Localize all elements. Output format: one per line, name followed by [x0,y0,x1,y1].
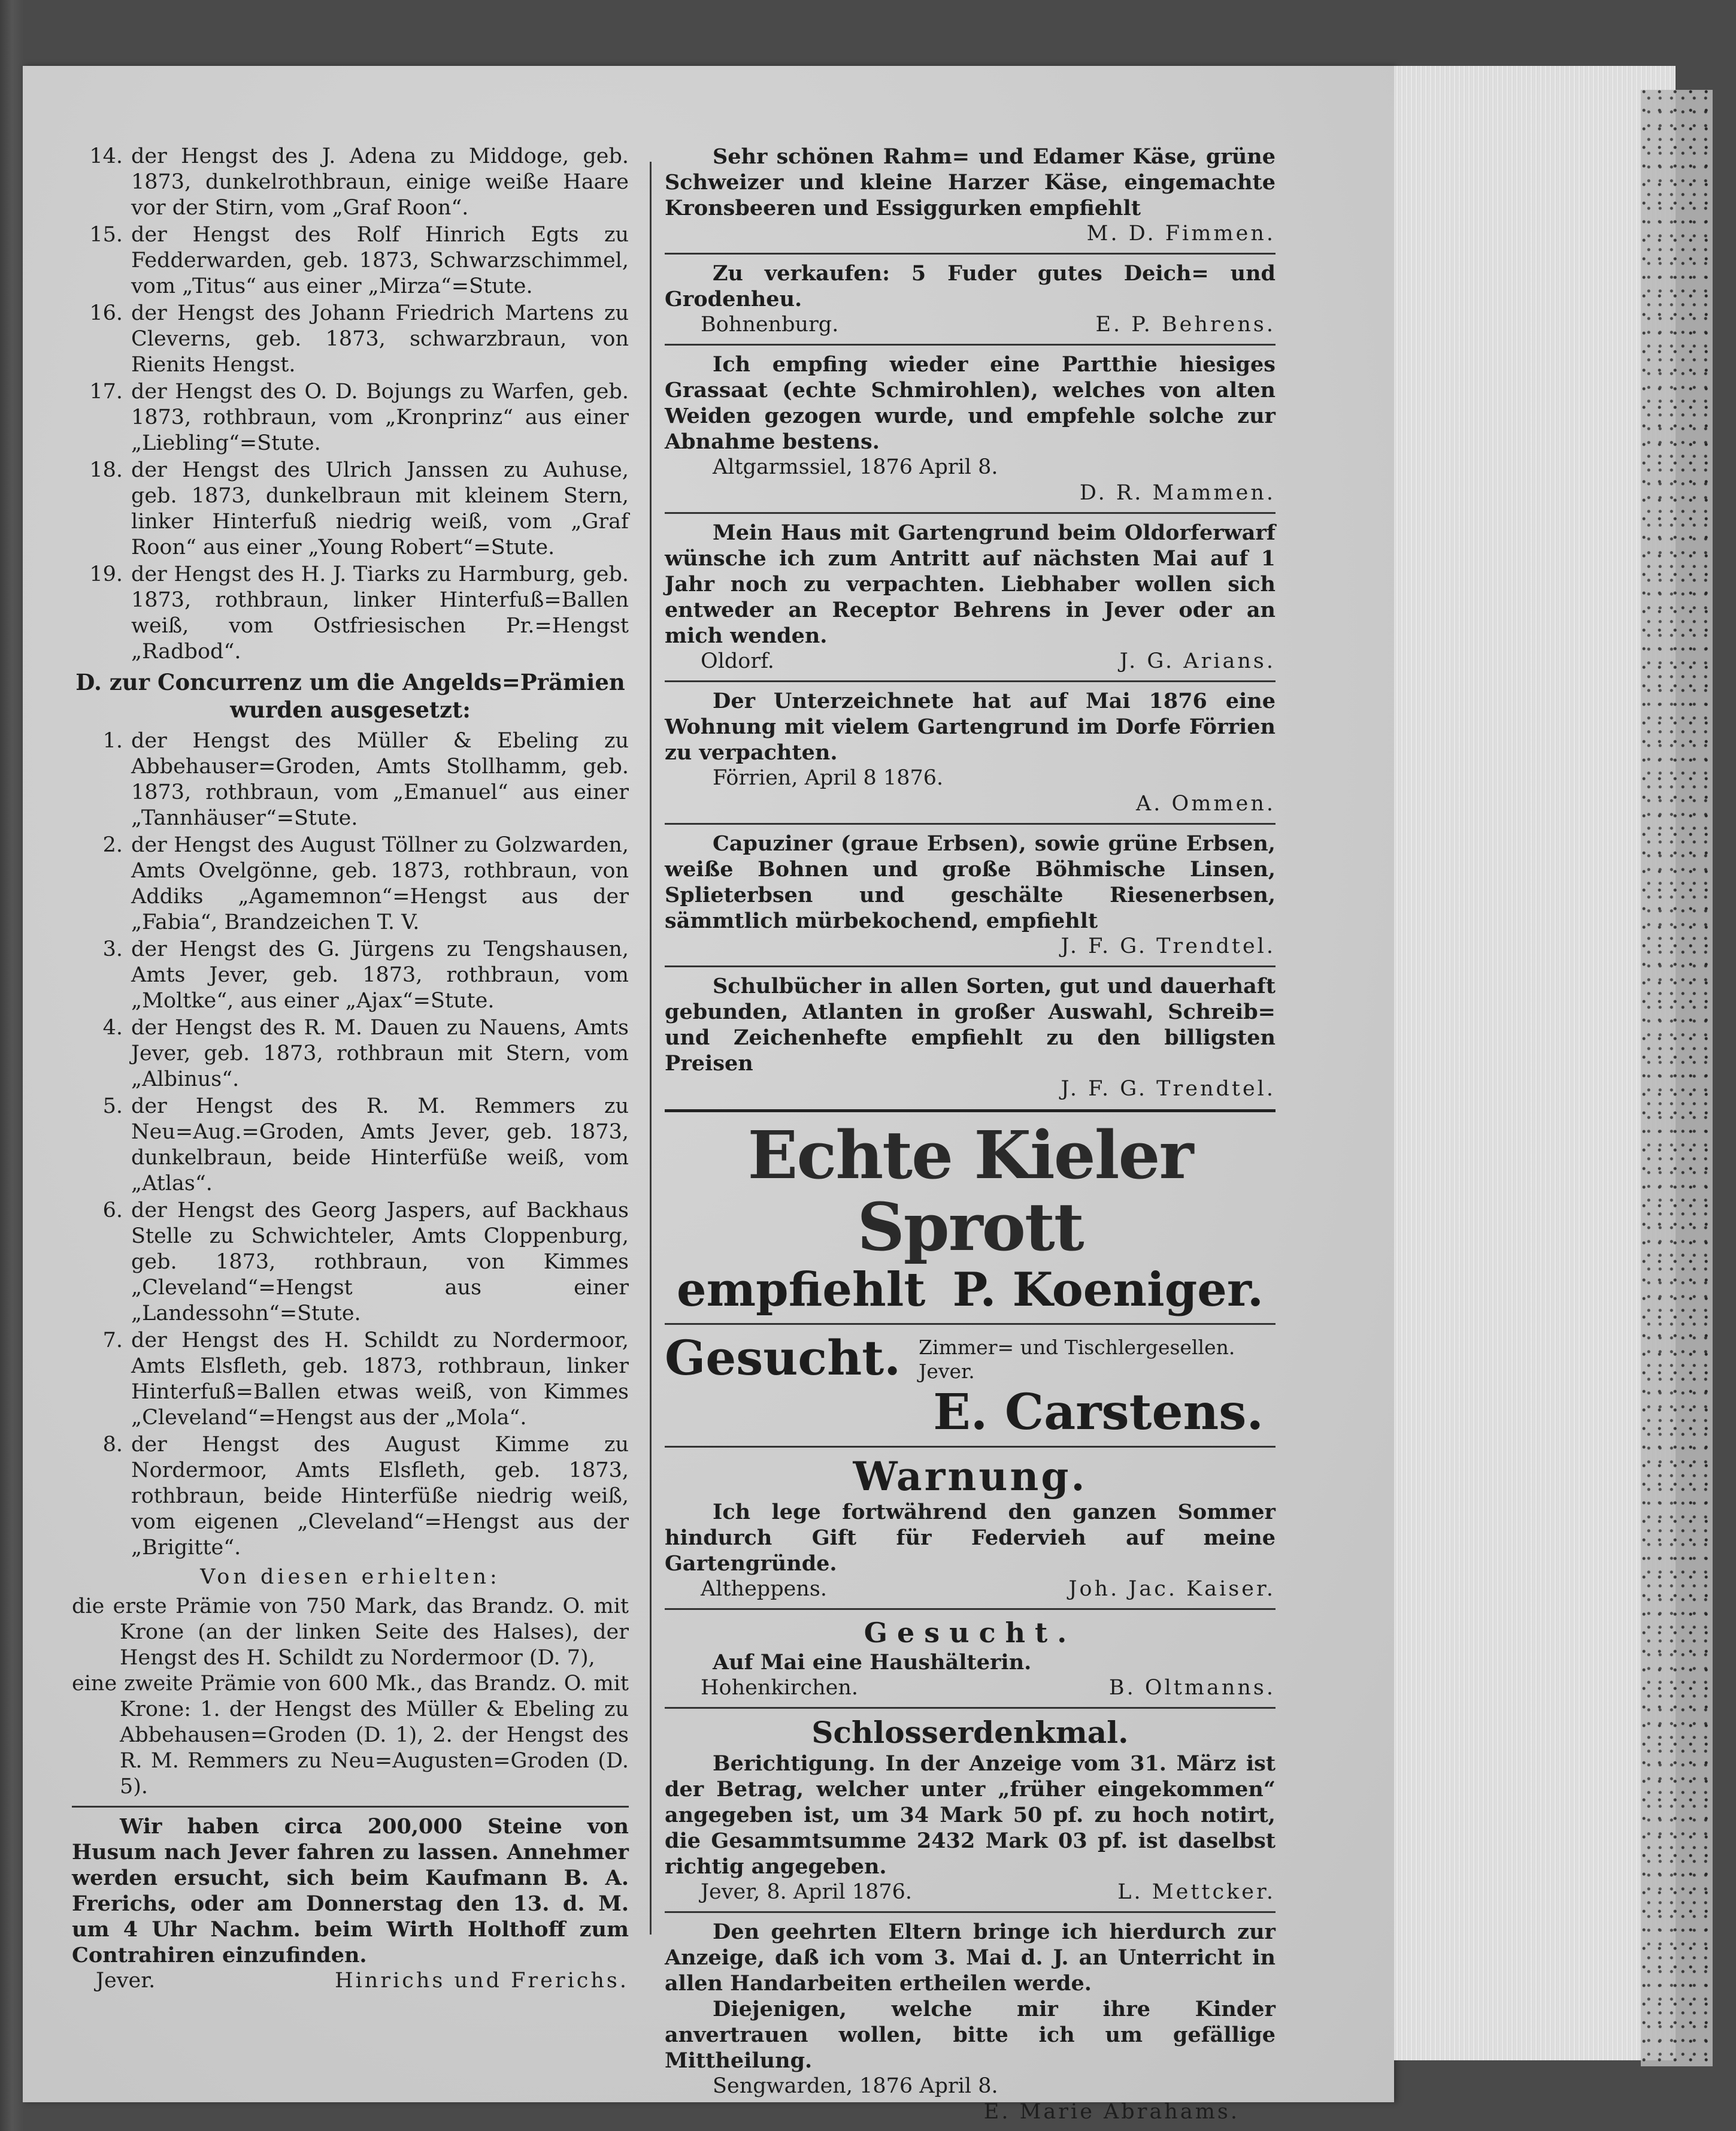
ad-signature: P. Koeniger. [952,1263,1264,1317]
ad-signature: E. P. Behrens. [1095,313,1276,337]
ad-haushaelterin: Gesucht. Auf Mai eine Haushälterin. Hohenkirchen. B. Oltmanns. [665,1616,1276,1701]
divider [665,512,1276,514]
divider [665,680,1276,682]
first-prize-text: die erste Prämie von 750 Mark, das Brandz. O. mit Krone (an der linken Seite des Halses), der Hengst des H. Schildt zu Nordermoor (D. 7), [72,1594,629,1670]
ad-signature: A. Ommen. [1136,792,1276,816]
ad-place: Altheppens. [701,1577,827,1601]
ad-signature: Hinrichs und Frerichs. [335,1969,629,1993]
steine-ad-signature [72,1968,629,1994]
ad-place: Jever, 8. April 1876. [701,1880,913,1904]
divider [665,1109,1276,1112]
ad-place: Jever. [96,1969,156,1993]
divider [665,1707,1276,1709]
list-item: 18. der Hengst des Ulrich Janssen zu Auhuse, geb. 1873, dunkelbraun mit kleinem Stern, linker Hinterfuß niedrig weiß, vom „Graf Roon“ aus einer „Young Robert“=Stute. [89,458,629,559]
ad-warnung: Warnung. Ich lege fortwährend den ganzen Sommer hindurch Gift für Federvieh auf meine Gartengründe. Altheppens. Joh. Jac. Kaiser. [665,1453,1276,1601]
ad-house-lease: Mein Haus mit Gartengrund beim Oldorferwarf wünsche ich zum Antritt auf nächsten Mai auf 1 Jahr noch zu verpachten. Liebhaber wollen sich entweder an Receptor Behrens in Jever oder an mich wenden. Oldorf. J. G. Arians. [665,520,1276,673]
list-item: 2. der Hengst des August Töllner zu Golzwarden, Amts Ovelgönne, geb. 1873, rothbraun, von Addiks „Agamemnon“=Hengst aus der „Fabia“, Brandzeichen T. V. [102,833,629,934]
list-item: 4. der Hengst des R. M. Dauen zu Nauens, Amts Jever, geb. 1873, rothbraun mit Stern, vom „Albinus“. [102,1016,629,1091]
ad-gesucht-carstens: Gesucht. Zimmer= und Tischlergesellen. Jever. E. Carstens. [665,1331,1276,1440]
ad-signature: Joh. Jac. Kaiser. [1068,1577,1276,1601]
list-item: 7. der Hengst des H. Schildt zu Nordermoor, Amts Elsfleth, geb. 1873, rothbraun, linker Hinterfuß=Ballen etwas weiß, von Kimmes „Cleveland“=Hengst aus der „Mola“. [102,1328,629,1430]
list-item: 15. der Hengst des Rolf Hinrich Egts zu Fedderwarden, geb. 1873, Schwarzschimmel, vom „Titus“ aus einer „Mirza“=Stute. [89,223,629,298]
steine-ad-text: Wir haben circa 200,000 Steine von Husum nach Jever fahren zu lassen. Annehmer werden ersucht, sich beim Kaufmann B. A. Frerichs, oder am Donnerstag den 13. d. M. um 4 Uhr Nachm. beim Wirth Holthoff zum Contrahiren einzufinden. [72,1814,629,1967]
list-item: 17. der Hengst des O. D. Bojungs zu Warfen, geb. 1873, rothbraun, vom „Kronprinz“ aus einer „Liebling“=Stute. [89,380,629,455]
list-item: 6. der Hengst des Georg Jaspers, auf Backhaus Stelle zu Schwichteler, Amts Cloppenburg, geb. 1873, rothbraun, von Kimmes „Cleveland“=Hengst aus einer „Landessohn“=Stute. [102,1198,629,1325]
book-page-edges [1394,66,1676,2060]
divider [665,965,1276,967]
divider [665,1323,1276,1325]
ad-peas: Capuziner (graue Erbsen), sowie grüne Erbsen, weiße Bohnen und große Böhmische Linsen, Splieterbsen und geschälte Riesenerbsen, sämmtlich mürbekochend, empfiehlt J. F. G. Trendtel. [665,831,1276,958]
ad-signature: M. D. Fimmen. [1086,222,1276,246]
list-item: 16. der Hengst des Johann Friedrich Martens zu Cleverns, geb. 1873, schwarzbraun, von Rienits Hengst. [89,301,629,377]
ad-signature: J. F. G. Trendtel. [1061,934,1276,958]
list-item: 3. der Hengst des G. Jürgens zu Tengshausen, Amts Jever, geb. 1873, rothbraun, vom „Moltke“, aus einer „Ajax“=Stute. [102,937,629,1013]
ad-hay: Zu verkaufen: 5 Fuder gutes Deich= und Grodenheu. Bohnenburg. E. P. Behrens. [665,261,1276,337]
stallion-list-c [72,144,629,665]
divider [665,344,1276,346]
second-prize-text: eine zweite Prämie von 600 Mk., das Brandz. O. mit Krone: 1. der Hengst des Müller & Ebeling zu Abbehausen=Groden (D. 1), 2. der Hengst des R. M. Remmers zu Neu=Augusten=Groden (D. 5). [72,1672,629,1799]
ad-place: Oldorf. [701,649,774,673]
left-column [72,144,629,1993]
ad-signature: D. R. Mammen. [1079,481,1276,505]
ad-place: Sengwarden, 1876 April 8. [713,2074,998,2098]
ad-grass-seed: Ich empfing wieder eine Partthie hiesiges Grassaat (echte Schmirohlen), welches von alten Weiden gezogen wurde, und empfehle solche zur Abnahme bestens. Altgarmssiel, 1876 April 8. D. R. Mammen. [665,352,1276,505]
ad-handarbeiten: Den geehrten Eltern bringe ich hierdurch zur Anzeige, daß ich vom 3. Mai d. J. an Unterricht in allen Handarbeiten ertheilen werde. Diejenigen, welche mir ihre Kinder anvertrauen wollen, bitte ich um gefällige Mittheilung. Sengwarden, 1876 April 8. E. Marie Abrahams. [665,1920,1276,2124]
ad-apartment: Der Unterzeichnete hat auf Mai 1876 eine Wohnung mit vielem Gartengrund im Dorfe Förrien zu verpachten. Förrien, April 8 1876. A. Ommen. [665,689,1276,816]
divider [665,1608,1276,1610]
gesucht-headline: Gesucht. [665,1330,901,1386]
list-item: 14. der Hengst des J. Adena zu Middoge, geb. 1873, dunkelrothbraun, einige weiße Haare vor der Stirn, vom „Graf Roon“. [89,144,629,220]
divider [665,253,1276,255]
ad-signature: J. F. G. Trendtel. [1061,1077,1276,1101]
ad-schlosserdenkmal: Schlosserdenkmal. Berichtigung. In der Anzeige vom 31. März ist der Betrag, welcher unter „früher eingekommen“ angegeben ist, um 34 Mark 50 pf. zu hoch notirt, die Gesammtsumme 2432 Mark 03 pf. ist daselbst richtig angegeben. Jever, 8. April 1876. L. Mettcker. [665,1715,1276,1904]
section-d-heading: D. zur Concurrenz um die Angelds=Prämien wurden ausgesetzt: [75,669,625,723]
ad-sprott: Echte Kieler Sprott empfiehlt P. Koeniger. [665,1119,1276,1317]
ad-signature: L. Mettcker. [1117,1880,1276,1904]
warnung-headline: Warnung. [853,1453,1087,1500]
ad-place: Förrien, April 8 1876. [713,766,944,790]
ad-schoolbooks: Schulbücher in allen Sorten, gut und dauerhaft gebunden, Atlanten in großer Auswahl, Schreib= und Zeichenhefte empfiehlt zu den billigsten Preisen J. F. G. Trendtel. [665,974,1276,1101]
schlosserdenkmal-headline: Schlosserdenkmal. [811,1715,1129,1750]
gesucht-headline: Gesucht. [864,1617,1077,1649]
ad-place: Bohnenburg. [701,313,839,337]
ad-signature: E. Marie Abrahams. [983,2100,1240,2124]
ad-place: Hohenkirchen. [701,1676,859,1700]
divider [665,1911,1276,1913]
speckled-book-edge [1641,90,1713,2066]
prizes-heading: Von diesen erhielten: [200,1565,501,1589]
ad-place: Altgarmssiel, 1876 April 8. [713,455,998,479]
list-item: 19. der Hengst des H. J. Tiarks zu Harmburg, geb. 1873, rothbraun, linker Hinterfuß=Ballen weiß, vom Ostfriesischen Pr.=Hengst „Radbod“. [89,562,629,664]
ad-cheese: Sehr schönen Rahm= und Edamer Käse, grüne Schweizer und kleine Harzer Käse, eingemachte Kronsbeeren und Essiggurken empfiehlt M. D. Fimmen. [665,144,1276,246]
list-item: 5. der Hengst des R. M. Remmers zu Neu=Aug.=Groden, Amts Jever, geb. 1873, dunkelbraun, beide Hinterfüße weiß, vom „Atlas“. [102,1094,629,1195]
ad-signature: J. G. Arians. [1119,649,1276,673]
stallion-list-d [72,728,629,1561]
ad-signature: E. Carstens. [933,1384,1264,1441]
list-item: 8. der Hengst des August Kimme zu Nordermoor, Amts Elsfleth, geb. 1873, rothbraun, beide Hinterfüße niedrig weiß, vom eigenen „Cleveland“=Hengst aus der „Brigitte“. [102,1433,629,1560]
column-divider [650,162,652,1935]
right-column [665,144,1276,2124]
list-item: 1. der Hengst des Müller & Ebeling zu Abbehauser=Groden, Amts Stollhamm, geb. 1873, rothbraun, vom „Emanuel“ aus einer „Tannhäuser“=Stute. [102,729,629,830]
divider [665,823,1276,825]
divider [665,1446,1276,1448]
sprott-headline: Echte Kieler Sprott [747,1116,1193,1266]
divider [72,1806,629,1808]
ad-signature: B. Oltmanns. [1108,1676,1276,1700]
